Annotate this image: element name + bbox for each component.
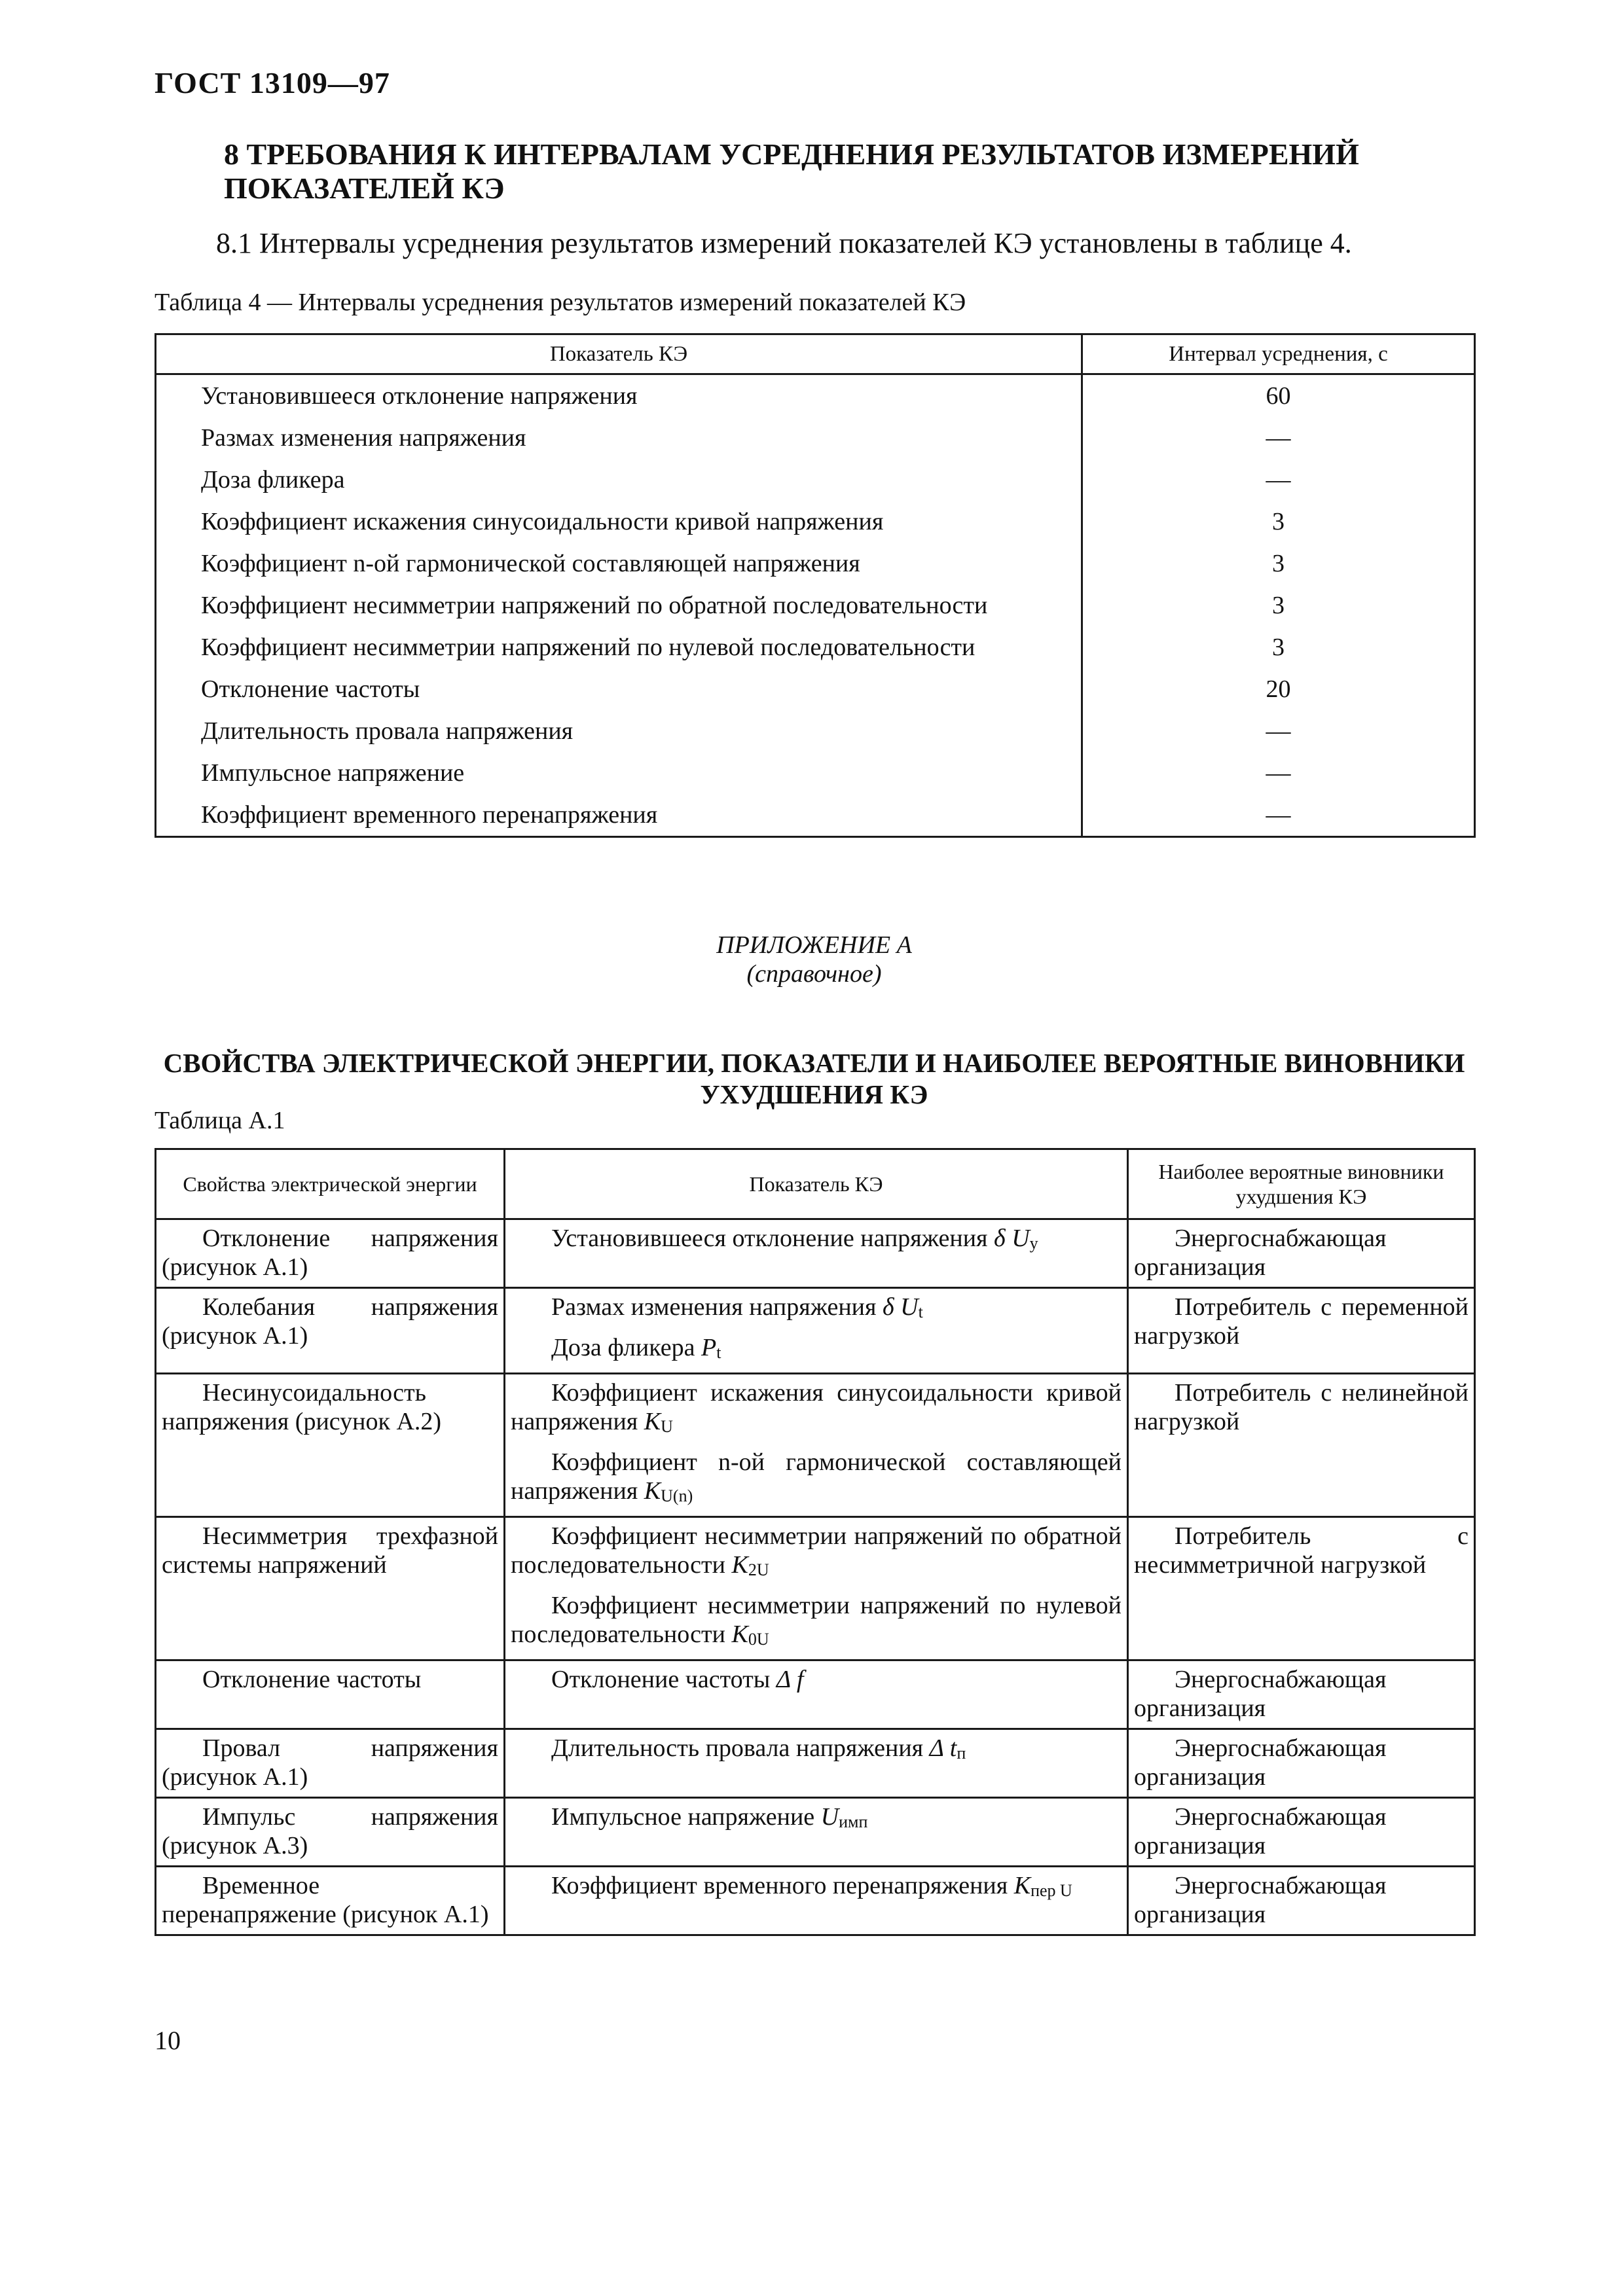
- tableA1-indicator-cell: [505, 1374, 1128, 1517]
- indicator-entry: [511, 1591, 1122, 1654]
- table4-indicator-cell: Размах изменения напряжения: [156, 417, 1082, 459]
- tableA1-property-cell: [156, 1867, 505, 1935]
- table4-indicator-cell: Отклонение частоты: [156, 668, 1082, 710]
- tableA1-culprit-cell: [1128, 1798, 1475, 1867]
- table-row: [156, 1219, 1475, 1288]
- table4-interval-cell: —: [1082, 752, 1475, 794]
- property-text: Импульс напряжения (рисунок А.3): [162, 1803, 498, 1859]
- table-row: [156, 794, 1475, 837]
- indicator-entry: [511, 1734, 1122, 1768]
- tableA1-indicator-cell: [505, 1219, 1128, 1288]
- table-row: [156, 752, 1475, 794]
- culprit-text: Энергоснабжающая организация: [1134, 1734, 1387, 1791]
- table4-indicator-cell: Длительность провала напряжения: [156, 710, 1082, 752]
- indicator-entry: [511, 1522, 1122, 1585]
- property-text: Временное перенапряжение (рисунок А.1): [162, 1872, 489, 1928]
- table-row: [156, 710, 1475, 752]
- indicator-subscript: 2U: [748, 1560, 769, 1579]
- property-text: Колебания напряжения (рисунок А.1): [162, 1293, 498, 1350]
- appendix-kind: (справочное): [746, 960, 882, 988]
- property-text: Отклонение частоты: [202, 1666, 422, 1693]
- tableA1-indicator-cell: [505, 1288, 1128, 1374]
- table4-interval-cell: 3: [1082, 501, 1475, 543]
- tableA1-culprit-cell: [1128, 1517, 1475, 1660]
- table4-interval-cell: 60: [1082, 374, 1475, 418]
- indicator-subscript: 0U: [748, 1630, 769, 1649]
- indicator-symbol: K: [731, 1551, 748, 1579]
- tableA1-caption: Таблица А.1: [155, 1107, 285, 1134]
- table4-body: [156, 374, 1475, 837]
- table-row: [156, 1517, 1475, 1660]
- table4-interval-cell: 3: [1082, 543, 1475, 584]
- culprit-text: Энергоснабжающая организация: [1134, 1225, 1387, 1281]
- indicator-symbol: K: [731, 1621, 748, 1648]
- indicator-subscript: п: [957, 1744, 966, 1763]
- table-4: [155, 333, 1476, 838]
- tableA1-body: [156, 1219, 1475, 1935]
- property-text: Провал напряжения (рисунок А.1): [162, 1734, 498, 1791]
- table-row: [156, 1660, 1475, 1729]
- indicator-symbol: K: [1013, 1872, 1031, 1899]
- indicator-entry: [511, 1448, 1122, 1511]
- table-row: [156, 417, 1475, 459]
- indicator-text: Коэффициент искажения синусоидальности кривой напряжения: [511, 1379, 1122, 1435]
- indicator-text: Коэффициент временного перенапряжения: [551, 1872, 1008, 1899]
- tableA1-indicator-cell: [505, 1660, 1128, 1729]
- indicator-entry: [511, 1871, 1122, 1905]
- tableA1-header-culprit: Наиболее вероятные виновники ухудшения КЭ: [1128, 1149, 1475, 1219]
- tableA1-culprit-cell: [1128, 1867, 1475, 1935]
- table4-indicator-cell: Коэффициент искажения синусоидальности кривой напряжения: [156, 501, 1082, 543]
- indicator-symbol: P: [701, 1334, 717, 1361]
- table-row: [156, 1729, 1475, 1798]
- culprit-text: Энергоснабжающая организация: [1134, 1666, 1387, 1722]
- table4-interval-cell: —: [1082, 459, 1475, 501]
- culprit-text: Энергоснабжающая организация: [1134, 1803, 1387, 1859]
- table4-indicator-cell: Установившееся отклонение напряжения: [156, 374, 1082, 418]
- indicator-entry: [511, 1293, 1122, 1327]
- tableA1-property-cell: [156, 1517, 505, 1660]
- section-title: 8 ТРЕБОВАНИЯ К ИНТЕРВАЛАМ УСРЕДНЕНИЯ РЕЗУЛЬТАТОВ ИЗМЕРЕНИЙ ПОКАЗАТЕЛЕЙ КЭ: [224, 137, 1359, 205]
- indicator-symbol: δ U: [994, 1225, 1030, 1252]
- tableA1-culprit-cell: [1128, 1660, 1475, 1729]
- indicator-text: Коэффициент несимметрии напряжений по нулевой последовательности: [511, 1592, 1122, 1648]
- indicator-symbol: δ U: [883, 1293, 919, 1321]
- indicator-subscript: пер U: [1030, 1881, 1072, 1900]
- table-row: [156, 1798, 1475, 1867]
- indicator-subscript: U: [661, 1417, 673, 1436]
- table4-interval-cell: —: [1082, 710, 1475, 752]
- table4-interval-cell: —: [1082, 417, 1475, 459]
- tableA1-culprit-cell: [1128, 1288, 1475, 1374]
- table4-indicator-cell: Доза фликера: [156, 459, 1082, 501]
- tableA1-property-cell: [156, 1660, 505, 1729]
- table-row: [156, 374, 1475, 418]
- page-number: 10: [155, 2026, 181, 2055]
- table-row: [156, 459, 1475, 501]
- indicator-entry: [511, 1803, 1122, 1837]
- indicator-entry: [511, 1378, 1122, 1441]
- table4-header-indicator: Показатель КЭ: [156, 334, 1082, 374]
- table-a1: [155, 1148, 1476, 1936]
- tableA1-property-cell: [156, 1729, 505, 1798]
- appendix-title: ПРИЛОЖЕНИЕ А: [716, 931, 912, 959]
- document-code: ГОСТ 13109—97: [155, 66, 390, 99]
- indicator-subscript: t: [918, 1302, 923, 1321]
- tableA1-indicator-cell: [505, 1867, 1128, 1935]
- tableA1-indicator-cell: [505, 1798, 1128, 1867]
- culprit-text: Потребитель с переменной нагрузкой: [1134, 1293, 1468, 1350]
- indicator-symbol: K: [644, 1408, 661, 1435]
- indicator-symbol: Δ t: [929, 1734, 957, 1762]
- tableA1-header-property: Свойства электрической энергии: [156, 1149, 505, 1219]
- indicator-text: Доза фликера: [551, 1334, 695, 1361]
- paragraph-8-1: 8.1 Интервалы усреднения результатов измерений показателей КЭ установлены в таблице 4.: [216, 227, 1352, 259]
- table-row: [156, 1867, 1475, 1935]
- culprit-text: Энергоснабжающая организация: [1134, 1872, 1387, 1928]
- tableA1-indicator-cell: [505, 1517, 1128, 1660]
- indicator-text: Длительность провала напряжения: [551, 1734, 924, 1762]
- table4-header-interval: Интервал усреднения, с: [1082, 334, 1475, 374]
- table-row: [156, 626, 1475, 668]
- indicator-subscript: имп: [839, 1812, 868, 1831]
- tableA1-culprit-cell: [1128, 1729, 1475, 1798]
- table4-interval-cell: —: [1082, 794, 1475, 837]
- indicator-text: Коэффициент n-ой гармонической составляющей напряжения: [511, 1448, 1122, 1505]
- culprit-text: Потребитель с нелинейной нагрузкой: [1134, 1379, 1468, 1435]
- indicator-text: Отклонение частоты: [551, 1666, 771, 1693]
- indicator-entry: [511, 1224, 1122, 1258]
- indicator-symbol: K: [644, 1477, 661, 1505]
- tableA1-header-indicator: Показатель КЭ: [505, 1149, 1128, 1219]
- indicator-text: Коэффициент несимметрии напряжений по обратной последовательности: [511, 1522, 1122, 1579]
- indicator-subscript: у: [1029, 1234, 1038, 1253]
- indicator-text: Импульсное напряжение: [551, 1803, 815, 1831]
- tableA1-property-cell: [156, 1798, 505, 1867]
- indicator-text: Установившееся отклонение напряжения: [551, 1225, 988, 1252]
- tableA1-culprit-cell: [1128, 1374, 1475, 1517]
- table-row: [156, 1288, 1475, 1374]
- table-row: [156, 584, 1475, 626]
- table4-indicator-cell: Коэффициент несимметрии напряжений по нулевой последовательности: [156, 626, 1082, 668]
- culprit-text: Потребитель с несимметричной нагрузкой: [1134, 1522, 1468, 1579]
- tableA1-property-cell: [156, 1374, 505, 1517]
- indicator-text: Размах изменения напряжения: [551, 1293, 877, 1321]
- tableA1-property-cell: [156, 1288, 505, 1374]
- property-text: Несинусоидальность напряжения (рисунок А.2): [162, 1379, 442, 1435]
- indicator-symbol: Δ f: [776, 1666, 804, 1693]
- indicator-entry: [511, 1665, 1122, 1699]
- table4-indicator-cell: Коэффициент несимметрии напряжений по обратной последовательности: [156, 584, 1082, 626]
- indicator-entry: [511, 1333, 1122, 1367]
- property-text: Отклонение напряжения (рисунок А.1): [162, 1225, 498, 1281]
- table4-indicator-cell: Импульсное напряжение: [156, 752, 1082, 794]
- table4-interval-cell: 3: [1082, 584, 1475, 626]
- table-row: [156, 501, 1475, 543]
- table-row: [156, 543, 1475, 584]
- indicator-subscript: t: [716, 1343, 721, 1362]
- table-row: [156, 668, 1475, 710]
- appendix-heading: СВОЙСТВА ЭЛЕКТРИЧЕСКОЙ ЭНЕРГИИ, ПОКАЗАТЕЛИ И НАИБОЛЕЕ ВЕРОЯТНЫЕ ВИНОВНИКИ УХУДШЕНИЯ КЭ: [163, 1048, 1465, 1109]
- property-text: Несимметрия трехфазной системы напряжений: [162, 1522, 498, 1579]
- tableA1-culprit-cell: [1128, 1219, 1475, 1288]
- table4-caption: Таблица 4 — Интервалы усреднения результатов измерений показателей КЭ: [155, 289, 966, 316]
- indicator-subscript: U(n): [661, 1486, 693, 1505]
- table4-indicator-cell: Коэффициент n-ой гармонической составляющей напряжения: [156, 543, 1082, 584]
- indicator-symbol: U: [820, 1803, 839, 1831]
- table4-indicator-cell: Коэффициент временного перенапряжения: [156, 794, 1082, 837]
- table-row: [156, 1374, 1475, 1517]
- table4-interval-cell: 3: [1082, 626, 1475, 668]
- tableA1-property-cell: [156, 1219, 505, 1288]
- table4-interval-cell: 20: [1082, 668, 1475, 710]
- tableA1-indicator-cell: [505, 1729, 1128, 1798]
